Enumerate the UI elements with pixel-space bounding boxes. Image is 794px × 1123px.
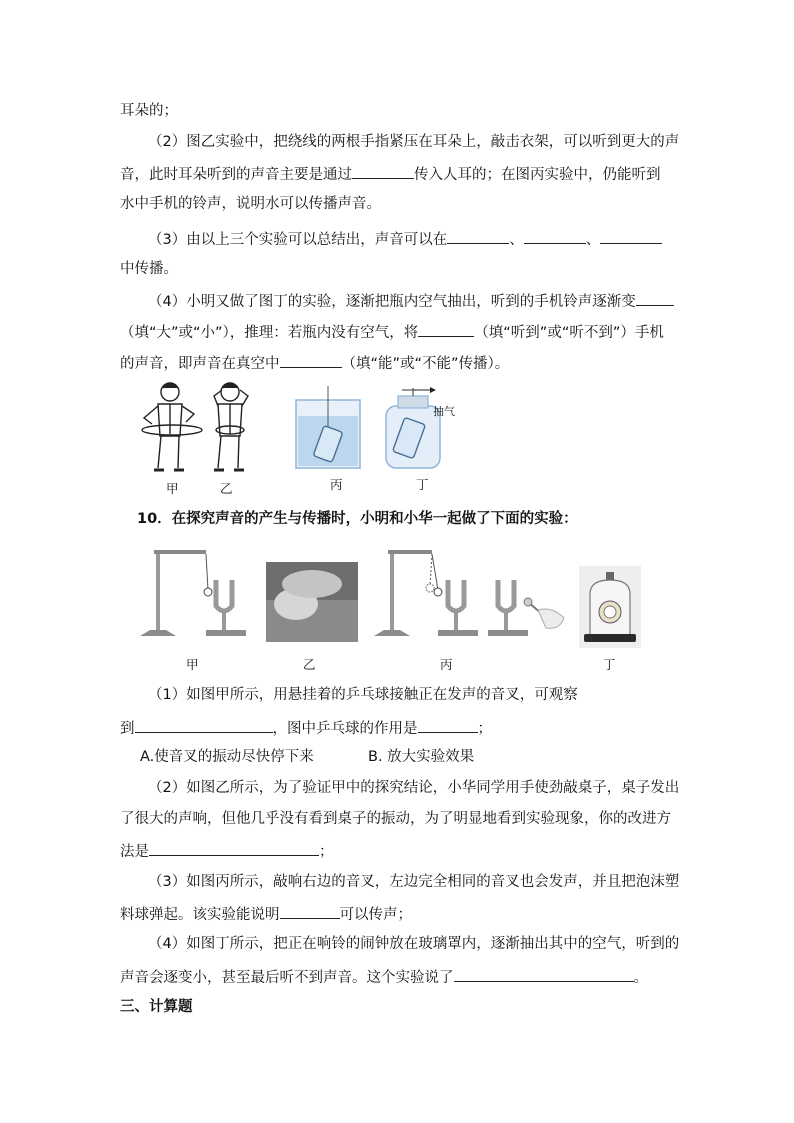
figure-label-ding: 丁: [416, 477, 429, 492]
q10-part2-line-3: 法是 ；: [120, 840, 334, 862]
q9-part2-line-3: 水中手机的铃声，说明水可以传播声音。: [120, 196, 381, 212]
q9-line-1: 耳朵的；: [120, 103, 178, 119]
answer-blank[interactable]: [524, 228, 586, 244]
answer-blank[interactable]: [135, 717, 273, 733]
answer-blank[interactable]: [149, 840, 319, 856]
q10-part1-line-2: 到 ，图中乒乓球的作用是 ；: [120, 717, 492, 739]
beaker-with-phone: [296, 386, 360, 468]
q9-part4-line-1: （4）小明又做了图丁的实验，逐渐把瓶内空气抽出，听到的手机铃声逐渐变: [148, 290, 674, 312]
q9-part2-line-1: （2）图乙实验中，把绕线的两根手指紧压在耳朵上，敲击衣架，可以听到更大的声: [148, 134, 680, 150]
q10-part2-line-1: （2）如图乙所示，为了验证甲中的探究结论，小华同学用手使劲敲桌子，桌子发出: [148, 780, 680, 796]
answer-blank[interactable]: [447, 228, 509, 244]
q10-part3-line-1: （3）如图丙所示，敲响右边的音叉，左边完全相同的音叉也会发声，并且把泡沫塑: [148, 874, 680, 890]
stand-forks-bing: [374, 550, 564, 636]
pump-label: 抽气: [433, 405, 455, 418]
q10-figure: [136, 540, 656, 650]
figure-label-jia: 甲: [166, 481, 179, 496]
q10-part3-line-2: 料球弹起。该实验能说明 可以传声；: [120, 903, 412, 925]
fist-photo-yi: [266, 562, 358, 642]
answer-blank[interactable]: [352, 163, 414, 179]
q9-part4-line-2: （填“大”或“小”），推理：若瓶内没有空气，将 （填“听到”或“听不到”）手机: [120, 321, 664, 343]
section-heading: 三、计算题: [120, 999, 193, 1015]
q9-part3-line-1: （3）由以上三个实验可以总结出，声音可以在 、 、: [148, 228, 662, 250]
person-figure-jia: [142, 383, 202, 470]
figure-label-jia: 甲: [186, 657, 199, 672]
jar-with-phone: [386, 387, 440, 468]
answer-blank[interactable]: [280, 352, 342, 368]
answer-blank[interactable]: [636, 290, 674, 306]
q10-part4-line-2: 声音会逐变小，甚至最后听不到声音。这个实验说了 。: [120, 966, 648, 988]
stand-fork-jia: [140, 550, 246, 636]
q9-part2-line-2: 音，此时耳朵听到的声音主要是通过 传入人耳的；在图丙实验中，仍能听到: [120, 163, 661, 185]
q10-part1-line-1: （1）如图甲所示，用悬挂着的乒乓球接触正在发声的音叉，可观察: [148, 687, 578, 703]
q10-part2-line-2: 了很大的声响，但他几乎没有看到桌子的振动，为了明显地看到实验现象，你的改进方: [120, 811, 671, 827]
q10-title: 10．在探究声音的产生与传播时，小明和小华一起做了下面的实验：: [137, 511, 578, 527]
answer-blank[interactable]: [418, 717, 478, 733]
q9-part3-line-2: 中传播。: [120, 261, 178, 277]
answer-blank[interactable]: [418, 321, 474, 337]
figure-label-ding: 丁: [603, 657, 616, 672]
q10-option-b: B. 放大实验效果: [368, 749, 475, 765]
bell-jar-photo-ding: [579, 566, 641, 648]
person-figure-yi: [214, 383, 248, 470]
q9-part4-line-3: 的声音，即声音在真空中 （填“能”或“不能”传播）。: [120, 352, 509, 374]
figure-label-bing: 丙: [440, 657, 453, 672]
answer-blank[interactable]: [454, 966, 634, 982]
answer-blank[interactable]: [280, 903, 340, 919]
figure-label-yi: 乙: [220, 481, 233, 496]
q10-part4-line-1: （4）如图丁所示，把正在响铃的闹钟放在玻璃罩内，逐渐抽出其中的空气，听到的: [148, 936, 680, 952]
q9-figure: [130, 378, 460, 473]
q10-option-a: A.使音叉的振动尽快停下来: [140, 749, 314, 765]
answer-blank[interactable]: [600, 228, 662, 244]
figure-label-yi: 乙: [303, 657, 316, 672]
figure-label-bing: 丙: [330, 477, 343, 492]
